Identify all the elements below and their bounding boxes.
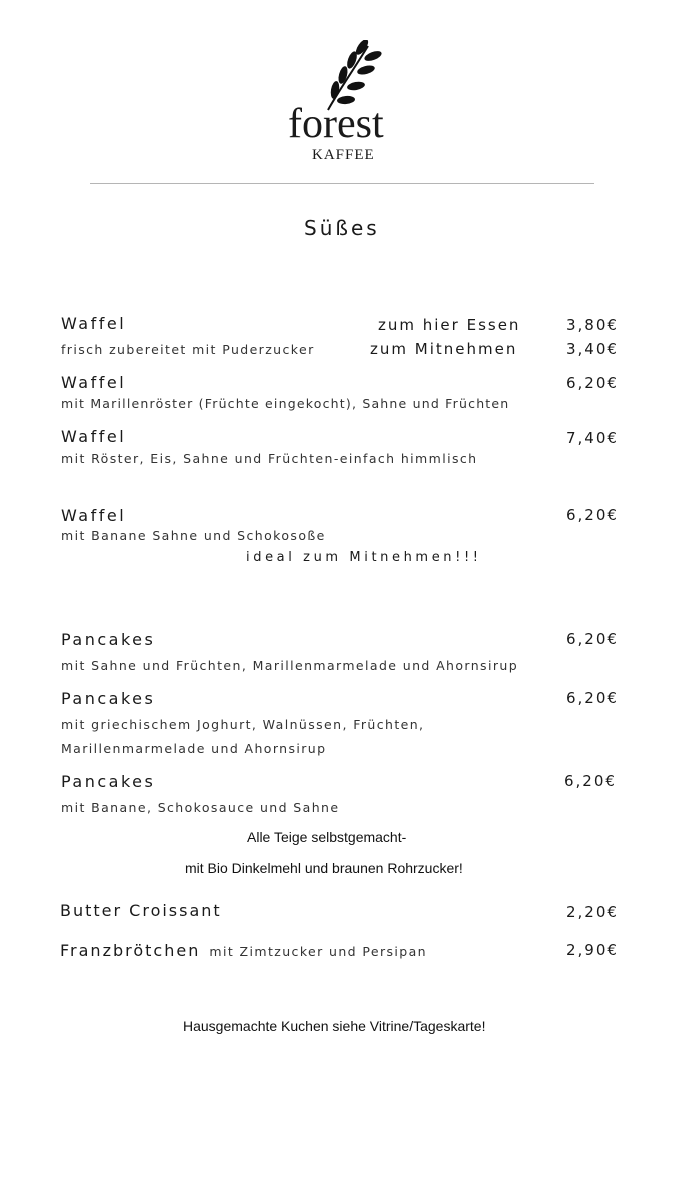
item-price-pancakes-1: 6,20€	[566, 630, 619, 648]
item-price-croissant: 2,20€	[566, 903, 619, 921]
item-name-pancakes-1: Pancakes	[61, 630, 156, 649]
takeaway-note: ideal zum Mitnehmen!!!	[246, 550, 482, 565]
item-price-pancakes-2: 6,20€	[566, 689, 619, 707]
item-price-waffel-2: 6,20€	[566, 374, 619, 392]
item-name-pancakes-2: Pancakes	[61, 689, 156, 708]
item-name-waffel-3: Waffel	[61, 427, 127, 446]
dough-note-line-1: Alle Teige selbstgemacht-	[247, 829, 407, 845]
item-desc-pancakes-2-line2: Marillenmarmelade und Ahornsirup	[61, 741, 327, 756]
item-name-waffel-1: Waffel	[61, 314, 127, 333]
price-eat-in: 3,80€	[566, 316, 619, 334]
item-desc-waffel-2: mit Marillenröster (Früchte eingekocht), Sahne und Früchten	[61, 396, 510, 411]
item-desc-franzbroetchen: mit Zimtzucker und Persipan	[209, 944, 427, 959]
item-desc-waffel-3: mit Röster, Eis, Sahne und Früchten-einfach himmlisch	[61, 451, 478, 466]
logo-subtitle: KAFFEE	[312, 147, 375, 163]
item-desc-pancakes-3: mit Banane, Schokosauce und Sahne	[61, 800, 340, 815]
item-price-waffel-3: 7,40€	[566, 429, 619, 447]
item-price-pancakes-3: 6,20€	[564, 772, 617, 790]
item-name-franzbroetchen: Franzbrötchen	[60, 941, 201, 960]
item-franzbroetchen	[60, 941, 427, 961]
item-name-waffel-4: Waffel	[61, 506, 127, 525]
dough-note-line-2: mit Bio Dinkelmehl und braunen Rohrzucker!	[185, 860, 463, 876]
divider	[90, 183, 594, 184]
item-desc-pancakes-2-line1: mit griechischem Joghurt, Walnüssen, Früchten,	[61, 717, 425, 732]
item-price-waffel-4: 6,20€	[566, 506, 619, 524]
item-desc-waffel-4: mit Banane Sahne und Schokosoße	[61, 528, 326, 543]
logo-brand: forest	[288, 101, 384, 147]
item-desc-pancakes-1: mit Sahne und Früchten, Marillenmarmelade und Ahornsirup	[61, 658, 519, 673]
item-name-waffel-2: Waffel	[61, 373, 127, 392]
item-name-pancakes-3: Pancakes	[61, 772, 156, 791]
footer-note: Hausgemachte Kuchen siehe Vitrine/Tageskarte!	[183, 1018, 486, 1034]
option-eat-in: zum hier Essen	[378, 316, 521, 334]
item-desc-waffel-1: frisch zubereitet mit Puderzucker	[61, 342, 315, 357]
item-price-franzbroetchen: 2,90€	[566, 941, 619, 959]
option-takeaway: zum Mitnehmen	[370, 340, 518, 358]
item-name-croissant: Butter Croissant	[60, 901, 222, 920]
price-takeaway: 3,40€	[566, 340, 619, 358]
section-heading: Süßes	[304, 216, 380, 240]
